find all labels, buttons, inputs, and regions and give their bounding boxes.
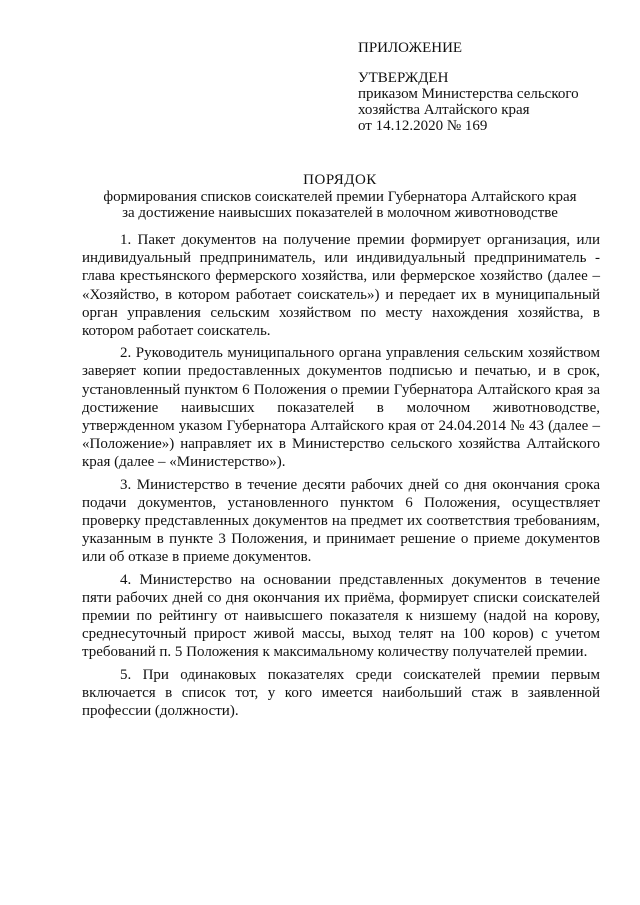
document-heading — [80, 172, 600, 221]
paragraph-5: 5. При одинаковых показателях среди соискателей премии первым включается в список тот, у кого имеется наибольший стаж в заявленной профессии (должности). — [82, 666, 600, 720]
paragraph-4: 4. Министерство на основании представленных документов в течение пяти рабочих дней со дня окончания их приёма, формирует списки соискателей премии по рейтингу от наивысшего показателя к низшему (надой на корову, среднесуточный прирост живой массы, выход телят на 100 коров) с учетом требований п. 5 Положения к максимальному количеству получателей премии. — [82, 571, 600, 661]
annex-label: ПРИЛОЖЕНИЕ — [358, 40, 463, 56]
approval-order-line-1: приказом Министерства сельского — [358, 86, 579, 102]
document-title: ПОРЯДОК — [303, 172, 377, 188]
paragraph-1: 1. Пакет документов на получение премии формирует организация, или индивидуальный предприниматель, или индивидуальный предприниматель - глава крестьянского фермерского хозяйства, или фермерское хозяйство (далее – «Хозяйство, в котором работает соискатель») и передает их в муниципальный орган управления сельским хозяйством по месту нахождения хозяйства, в котором работает соискатель. — [82, 232, 600, 340]
approval-block — [358, 40, 618, 134]
paragraph-2: 2. Руководитель муниципального органа управления сельским хозяйством заверяет копии предоставленных документов подписью и печатью, и в срок, установленный пунктом 6 Положения о премии Губернатора Алтайского края за достижение наивысших показателей в молочном животноводстве, утвержденном указом Губернатора Алтайского края от 24.04.2014 № 43 (далее – «Положение») направляет их в Министерство сельского хозяйства Алтайского края (далее – «Министерство»). — [82, 345, 600, 471]
approval-order-line-2: хозяйства Алтайского края — [358, 102, 530, 118]
document-body — [82, 231, 600, 724]
paragraph-3: 3. Министерство в течение десяти рабочих дней со дня окончания срока подачи документов, установленного пунктом 6 Положения, осуществляет проверку представленных документов на предмет их соответствия требованиям, указанным в пункте 3 Положения, и принимает решение о приеме документов или об отказе в приеме документов. — [82, 476, 600, 566]
approved-label: УТВЕРЖДЕН — [358, 70, 449, 86]
document-subtitle-line-2: за достижение наивысших показателей в молочном животноводстве — [122, 205, 558, 221]
document-subtitle-line-1: формирования списков соискателей премии Губернатора Алтайского края — [103, 189, 577, 205]
approval-order-date: от 14.12.2020 № 169 — [358, 118, 488, 134]
